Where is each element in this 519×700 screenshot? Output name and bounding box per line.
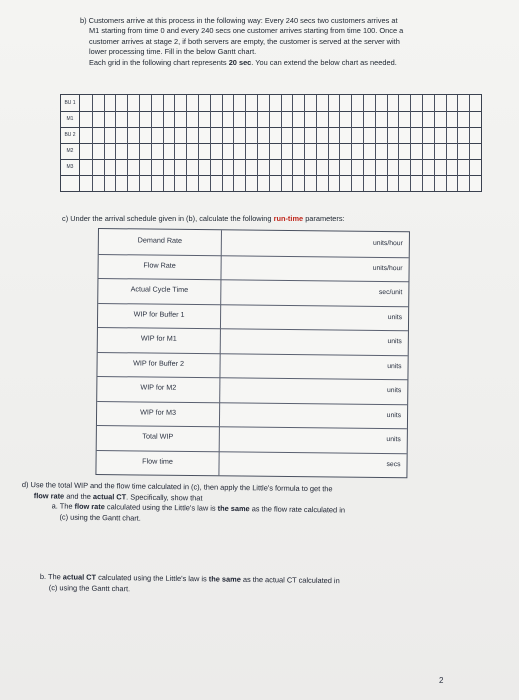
parameter-row [96, 449, 406, 477]
gantt-cell-divider [410, 159, 411, 175]
gantt-cell-divider [115, 127, 116, 143]
gantt-cell-divider [446, 143, 447, 159]
gantt-cell-divider [398, 127, 399, 143]
gantt-cell-divider [233, 111, 234, 127]
and-text: and the [64, 491, 94, 501]
question-d [21, 480, 492, 529]
gantt-cell-divider [151, 111, 152, 127]
gantt-cell-divider [115, 143, 116, 159]
gantt-cell-divider [186, 127, 187, 143]
gantt-cells [80, 127, 481, 143]
gantt-row-label: BU 1 [61, 95, 80, 111]
question-d-b-line2: (c) using the Gantt chart. [48, 582, 131, 593]
gantt-cell-divider [139, 95, 140, 111]
gantt-cell-divider [281, 127, 282, 143]
gantt-cell-divider [281, 175, 282, 191]
gantt-cell-divider [257, 127, 258, 143]
gantt-cell-divider [292, 111, 293, 127]
parameter-label: Total WIP [97, 425, 220, 451]
gantt-cell-divider [139, 111, 140, 127]
gantt-cell-divider [363, 95, 364, 111]
gantt-cell-divider [186, 111, 187, 127]
gantt-cell-divider [363, 175, 364, 191]
gantt-cell-divider [328, 95, 329, 111]
gantt-cell-divider [446, 111, 447, 127]
gantt-cell-divider [151, 143, 152, 159]
gantt-cell-divider [469, 95, 470, 111]
parameter-label: Demand Rate [99, 229, 222, 255]
b-mid: calculated using the Little's law is [96, 572, 209, 584]
gantt-cell-divider [304, 143, 305, 159]
gantt-row-label: M3 [61, 159, 80, 175]
gantt-cell-divider [398, 175, 399, 191]
gantt-cell-divider [174, 143, 175, 159]
gantt-cell-divider [127, 127, 128, 143]
parameter-unit: sec/unit [378, 288, 403, 297]
gantt-cell-divider [292, 159, 293, 175]
gantt-cell-divider [104, 127, 105, 143]
gantt-row [61, 159, 481, 176]
gantt-cell-divider [186, 175, 187, 191]
gantt-cell-divider [163, 175, 164, 191]
gantt-cell-divider [222, 127, 223, 143]
gantt-cell-divider [163, 143, 164, 159]
b-bold: actual CT [62, 572, 97, 582]
gantt-cell-divider [339, 127, 340, 143]
gantt-cell-divider [446, 175, 447, 191]
gantt-cell-divider [457, 175, 458, 191]
gantt-cell-divider [104, 95, 105, 111]
gantt-cell-divider [139, 127, 140, 143]
gantt-cell-divider [410, 127, 411, 143]
gantt-cell-divider [422, 127, 423, 143]
b-bold2: the same [208, 574, 241, 584]
gantt-cell-divider [174, 175, 175, 191]
gantt-cell-divider [351, 143, 352, 159]
question-d-line1: d) Use the total WIP and the flow time calculated in (c), then apply the Little's formula to get the [21, 480, 333, 494]
gantt-cell-divider [457, 127, 458, 143]
gantt-cell-divider [363, 127, 364, 143]
gantt-cell-divider [163, 127, 164, 143]
gantt-cell-divider [281, 95, 282, 111]
gantt-cell-divider [269, 127, 270, 143]
gantt-cell-divider [269, 95, 270, 111]
gantt-cell-divider [422, 111, 423, 127]
parameter-label: WIP for Buffer 1 [98, 303, 221, 329]
gantt-cell-divider [328, 143, 329, 159]
parameter-label: Flow time [96, 449, 219, 475]
gantt-row-label: BU 2 [61, 127, 80, 143]
parameter-label: WIP for M1 [98, 327, 221, 353]
gantt-row-label: M1 [61, 111, 80, 127]
gantt-cell-divider [245, 127, 246, 143]
parameter-label: Actual Cycle Time [98, 278, 221, 304]
gantt-cell-divider [198, 175, 199, 191]
run-time-emphasis: run-time [273, 214, 304, 223]
gantt-cell-divider [457, 143, 458, 159]
gantt-cell-divider [115, 175, 116, 191]
grid-size: 20 sec [228, 57, 252, 67]
gantt-cell-divider [104, 175, 105, 191]
gantt-cell-divider [186, 143, 187, 159]
parameter-unit: units [386, 436, 401, 444]
parameter-label: WIP for Buffer 2 [97, 352, 220, 378]
gantt-cell-divider [257, 143, 258, 159]
gantt-cell-divider [269, 175, 270, 191]
gantt-cell-divider [387, 143, 388, 159]
parameter-unit: units/hour [372, 239, 403, 248]
gantt-cell-divider [351, 175, 352, 191]
gantt-cell-divider [186, 159, 187, 175]
b-post: as the actual CT calculated in [240, 574, 340, 586]
gantt-row-label: M2 [61, 143, 80, 159]
gantt-cell-divider [434, 175, 435, 191]
gantt-cell-divider [375, 159, 376, 175]
question-c [62, 214, 345, 223]
gantt-cell-divider [269, 143, 270, 159]
question-b-line5 [80, 58, 500, 68]
gantt-cell-divider [410, 111, 411, 127]
gantt-cell-divider [351, 95, 352, 111]
gantt-cell-divider [422, 95, 423, 111]
gantt-cell-divider [457, 159, 458, 175]
gantt-cell-divider [387, 159, 388, 175]
gantt-cell-divider [174, 159, 175, 175]
gantt-cell-divider [351, 159, 352, 175]
gantt-cell-divider [339, 175, 340, 191]
gantt-cell-divider [163, 159, 164, 175]
gantt-cells [80, 159, 481, 175]
gantt-cell-divider [245, 159, 246, 175]
gantt-cell-divider [304, 159, 305, 175]
gantt-cell-divider [422, 175, 423, 191]
gantt-cell-divider [410, 175, 411, 191]
gantt-cell-divider [210, 127, 211, 143]
gantt-cell-divider [245, 175, 246, 191]
parameter-unit: secs [386, 460, 401, 468]
gantt-cell-divider [469, 143, 470, 159]
gantt-cell-divider [398, 143, 399, 159]
gantt-cell-divider [233, 159, 234, 175]
gantt-cell-divider [363, 111, 364, 127]
gantt-cell-divider [198, 111, 199, 127]
gantt-cell-divider [316, 111, 317, 127]
gantt-cell-divider [469, 175, 470, 191]
gantt-cell-divider [174, 95, 175, 111]
gantt-row [61, 111, 481, 128]
gantt-cell-divider [387, 111, 388, 127]
gantt-cell-divider [139, 159, 140, 175]
gantt-cell-divider [457, 111, 458, 127]
gantt-cell-divider [222, 175, 223, 191]
gantt-cell-divider [410, 143, 411, 159]
gantt-cell-divider [92, 111, 93, 127]
gantt-row [61, 127, 481, 144]
gantt-cell-divider [92, 175, 93, 191]
gantt-cell-divider [375, 111, 376, 127]
page-number: 2 [439, 676, 444, 685]
question-b-line3: customer arrives at stage 2, if both servers are empty, the customer is served at the server with [89, 36, 400, 46]
question-d-a-line2: (c) using the Gantt chart. [59, 512, 141, 523]
gantt-cell-divider [92, 143, 93, 159]
gantt-cell-divider [363, 159, 364, 175]
gantt-cell-divider [434, 127, 435, 143]
gantt-cells [80, 143, 481, 159]
gantt-cell-divider [434, 111, 435, 127]
line5-text: Each grid in the following chart represents [89, 57, 229, 67]
gantt-cell-divider [339, 143, 340, 159]
gantt-cell-divider [434, 159, 435, 175]
gantt-cell-divider [245, 143, 246, 159]
gantt-chart [60, 94, 482, 192]
gantt-cell-divider [198, 95, 199, 111]
gantt-cell-divider [292, 127, 293, 143]
line5-end: . You can extend the below chart as needed. [251, 57, 397, 67]
gantt-cell-divider [422, 143, 423, 159]
gantt-cell-divider [151, 127, 152, 143]
gantt-row [61, 95, 481, 112]
gantt-row [61, 175, 481, 191]
gantt-cell-divider [151, 175, 152, 191]
gantt-cell-divider [398, 95, 399, 111]
a-mid: calculated using the Little's law is [104, 502, 218, 513]
gantt-cell-divider [233, 95, 234, 111]
gantt-cell-divider [339, 95, 340, 111]
gantt-cells [80, 175, 481, 191]
gantt-cell-divider [398, 111, 399, 127]
gantt-cell-divider [469, 127, 470, 143]
parameter-unit: units [386, 411, 402, 419]
gantt-cell-divider [363, 143, 364, 159]
gantt-cell-divider [328, 111, 329, 127]
gantt-cell-divider [222, 95, 223, 111]
gantt-cell-divider [233, 143, 234, 159]
gantt-cell-divider [375, 143, 376, 159]
gantt-cell-divider [257, 159, 258, 175]
gantt-cell-divider [210, 95, 211, 111]
gantt-cell-divider [469, 111, 470, 127]
show-text: . Specifically, show that [126, 492, 203, 503]
gantt-cell-divider [115, 111, 116, 127]
gantt-cell-divider [222, 111, 223, 127]
gantt-cell-divider [198, 143, 199, 159]
gantt-cell-divider [174, 111, 175, 127]
parameters-table [95, 228, 410, 478]
gantt-cell-divider [151, 159, 152, 175]
parameter-unit: units/hour [372, 264, 403, 272]
gantt-cell-divider [387, 95, 388, 111]
gantt-cell-divider [127, 175, 128, 191]
a-bold: flow rate [74, 501, 105, 512]
gantt-cell-divider [233, 127, 234, 143]
gantt-cell-divider [269, 159, 270, 175]
gantt-cell-divider [351, 111, 352, 127]
gantt-cell-divider [316, 159, 317, 175]
gantt-cell-divider [139, 175, 140, 191]
gantt-cell-divider [198, 127, 199, 143]
gantt-cell-divider [222, 143, 223, 159]
parameter-unit: units [387, 338, 402, 346]
gantt-cell-divider [115, 159, 116, 175]
gantt-cell-divider [139, 143, 140, 159]
gantt-cell-divider [222, 159, 223, 175]
gantt-cell-divider [446, 127, 447, 143]
b-pre: b. The [39, 572, 63, 582]
question-b-line4: lower processing time. Fill in the below Gantt chart. [89, 47, 257, 57]
flow-rate-bold: flow rate [33, 490, 65, 501]
gantt-cell-divider [387, 175, 388, 191]
gantt-cell-divider [210, 143, 211, 159]
gantt-cell-divider [339, 111, 340, 127]
gantt-cell-divider [457, 95, 458, 111]
gantt-cell-divider [422, 159, 423, 175]
a-pre: a. The [51, 501, 75, 511]
gantt-cell-divider [328, 159, 329, 175]
actual-ct-bold: actual CT [92, 491, 127, 502]
gantt-cell-divider [375, 127, 376, 143]
parameter-unit: units [386, 387, 402, 395]
gantt-cell-divider [127, 95, 128, 111]
question-c-text: c) Under the arrival schedule given in (b), calculate the following [62, 214, 274, 223]
gantt-cell-divider [104, 143, 105, 159]
gantt-cell-divider [163, 111, 164, 127]
gantt-cell-divider [387, 127, 388, 143]
gantt-cell-divider [92, 127, 93, 143]
a-post: as the flow rate calculated in [249, 504, 346, 515]
gantt-cell-divider [469, 159, 470, 175]
a-bold2: the same [217, 503, 250, 514]
parameter-label: WIP for M2 [97, 376, 220, 402]
parameter-unit: units [387, 362, 402, 370]
gantt-cell-divider [434, 143, 435, 159]
gantt-cell-divider [233, 175, 234, 191]
gantt-cell-divider [446, 159, 447, 175]
gantt-cells [80, 111, 481, 127]
gantt-cell-divider [210, 175, 211, 191]
gantt-cell-divider [292, 95, 293, 111]
gantt-cell-divider [304, 175, 305, 191]
gantt-cell-divider [316, 95, 317, 111]
gantt-row-label [61, 175, 80, 191]
gantt-cell-divider [446, 95, 447, 111]
gantt-cell-divider [257, 95, 258, 111]
gantt-cell-divider [104, 111, 105, 127]
gantt-cell-divider [304, 127, 305, 143]
parameter-label: WIP for M3 [97, 401, 220, 427]
gantt-cell-divider [257, 175, 258, 191]
gantt-cell-divider [410, 95, 411, 111]
gantt-cell-divider [281, 143, 282, 159]
gantt-cell-divider [127, 143, 128, 159]
gantt-cell-divider [198, 159, 199, 175]
gantt-cell-divider [210, 159, 211, 175]
gantt-cell-divider [398, 159, 399, 175]
question-d-b [40, 572, 480, 599]
gantt-cell-divider [375, 95, 376, 111]
gantt-cell-divider [245, 95, 246, 111]
question-b-line1: b) Customers arrive at this process in the following way: Every 240 secs two customers arrives at [80, 16, 398, 25]
parameter-label: Flow Rate [98, 254, 221, 280]
gantt-cell-divider [104, 159, 105, 175]
gantt-cell-divider [328, 175, 329, 191]
gantt-cell-divider [316, 175, 317, 191]
gantt-cell-divider [163, 95, 164, 111]
gantt-cell-divider [292, 143, 293, 159]
parameter-unit: units [387, 313, 403, 321]
gantt-cell-divider [245, 111, 246, 127]
gantt-cell-divider [127, 111, 128, 127]
gantt-cell-divider [151, 95, 152, 111]
question-b [80, 16, 500, 68]
gantt-cell-divider [434, 95, 435, 111]
gantt-cell-divider [328, 127, 329, 143]
gantt-cell-divider [339, 159, 340, 175]
gantt-cell-divider [257, 111, 258, 127]
gantt-cell-divider [210, 111, 211, 127]
gantt-cell-divider [304, 111, 305, 127]
gantt-cell-divider [316, 143, 317, 159]
gantt-cell-divider [186, 95, 187, 111]
gantt-cell-divider [316, 127, 317, 143]
gantt-cell-divider [92, 159, 93, 175]
gantt-cell-divider [304, 95, 305, 111]
gantt-cell-divider [269, 111, 270, 127]
gantt-cell-divider [127, 159, 128, 175]
gantt-cell-divider [281, 159, 282, 175]
gantt-cell-divider [115, 95, 116, 111]
gantt-cell-divider [92, 95, 93, 111]
gantt-row [61, 143, 481, 160]
gantt-cell-divider [174, 127, 175, 143]
gantt-cell-divider [351, 127, 352, 143]
question-c-end: parameters: [303, 214, 345, 223]
gantt-cell-divider [375, 175, 376, 191]
question-b-line2: M1 starting from time 0 and every 240 secs one customer arrives starting from time 100. Once a [89, 26, 404, 36]
gantt-cells [80, 95, 481, 111]
gantt-cell-divider [281, 111, 282, 127]
gantt-cell-divider [292, 175, 293, 191]
